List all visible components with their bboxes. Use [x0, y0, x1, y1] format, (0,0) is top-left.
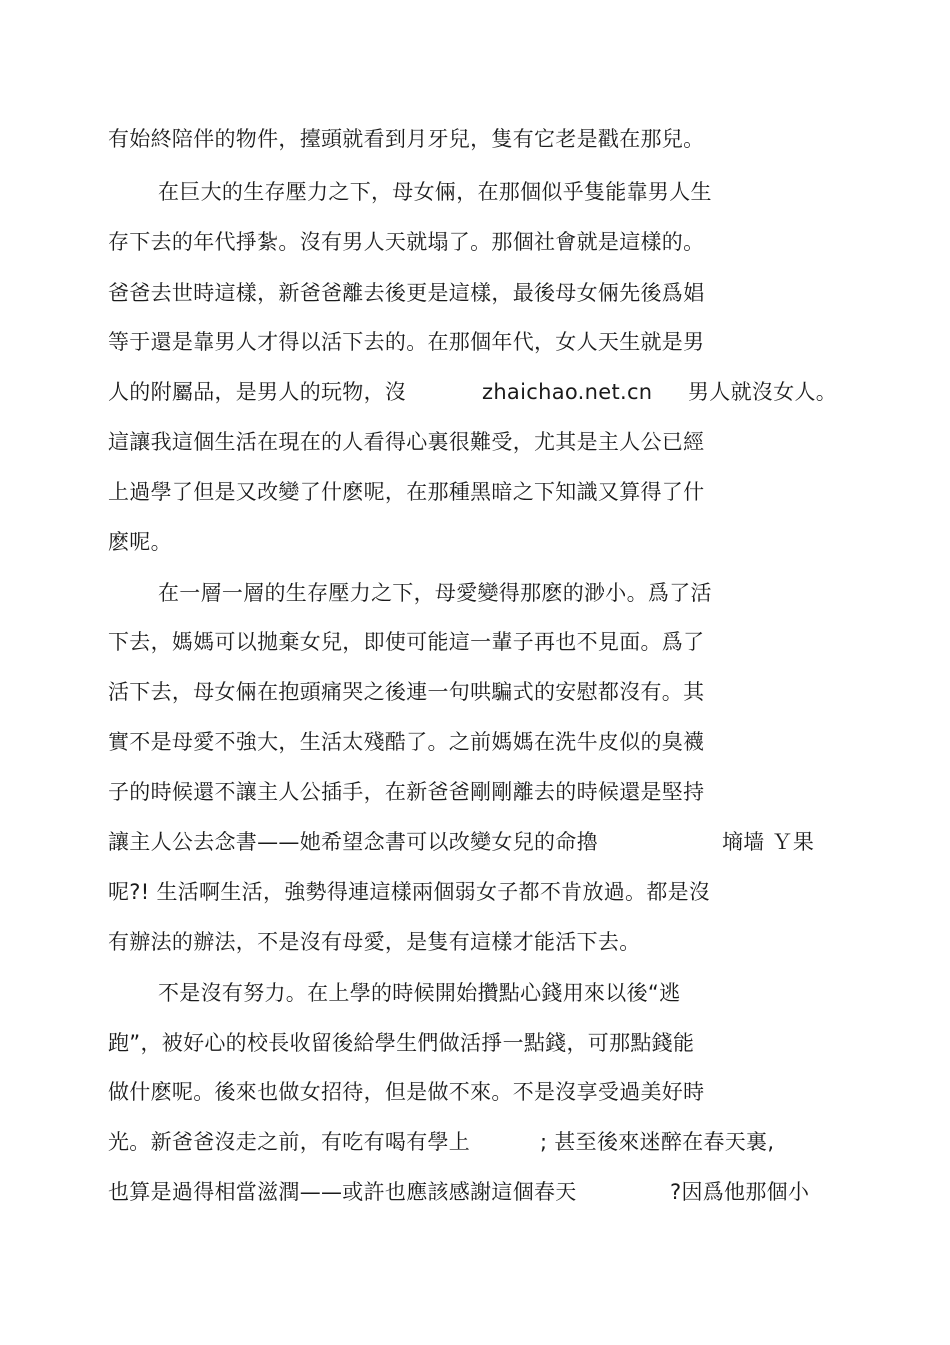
- text-segment: 也算是過得相當滋潤——或許也應該感謝這個春天: [108, 1180, 577, 1204]
- text-line: [108, 829, 815, 855]
- text-line: 有始終陪伴的物件，擡頭就看到月牙兒，隻有它老是戳在那兒。: [108, 127, 705, 151]
- text-line: 子的時候還不讓主人公插手，在新爸爸剛剛離去的時候還是堅持: [108, 780, 705, 804]
- text-segment: 讓主人公去念書——她希望念書可以改變女兒的命擼: [108, 830, 598, 854]
- text-line: 等于還是靠男人才得以活下去的。在那個年代，女人天生就是男: [108, 330, 705, 354]
- text-line: 活下去，母女倆在抱頭痛哭之後連一句哄騙式的安慰都沒有。其: [108, 680, 705, 704]
- text-segment: 墒墙 Ｙ果: [722, 830, 815, 854]
- text-line: 爸爸去世時這樣，新爸爸離去後更是這樣，最後母女倆先後爲娼: [108, 281, 705, 305]
- text-line: 呢?! 生活啊生活，強勢得連這樣兩個弱女子都不肯放過。都是沒: [108, 880, 711, 904]
- text-line: 這讓我這個生活在現在的人看得心裏很難受，尤其是主人公已經: [108, 430, 705, 454]
- text-line: 做什麽呢。後來也做女招待，但是做不來。不是沒享受過美好時: [108, 1080, 705, 1104]
- text-line: 跑”，被好心的校長收留後給學生們做活掙一點錢，可那點錢能: [108, 1031, 695, 1055]
- text-line: 實不是母愛不強大，生活太殘酷了。之前媽媽在洗牛皮似的臭襪: [108, 730, 705, 754]
- text-line: [108, 379, 838, 405]
- text-line: 上過學了但是又改變了什麽呢，在那種黑暗之下知識又算得了什: [108, 480, 705, 504]
- text-line: 麽呢。: [108, 530, 172, 554]
- text-segment: 男人就沒女人。: [688, 380, 838, 404]
- text-line: 下去，媽媽可以拋棄女兒，即使可能這一輩子再也不見面。爲了: [108, 630, 705, 654]
- text-line: 存下去的年代掙紮。沒有男人天就塌了。那個社會就是這樣的。: [108, 230, 705, 254]
- text-line: 在一層一層的生存壓力之下，母愛變得那麽的渺小。爲了活: [158, 581, 712, 605]
- text-line: [108, 1129, 775, 1155]
- text-segment: ; 甚至後來迷醉在春天裏,: [540, 1130, 775, 1154]
- text-line: 在巨大的生存壓力之下，母女倆，在那個似乎隻能靠男人生: [158, 180, 712, 204]
- watermark-text: zhaichao.net.cn: [482, 380, 653, 404]
- text-line: 不是沒有努力。在上學的時候開始攢點心錢用來以後“逃: [158, 981, 681, 1005]
- text-line: 有辦法的辦法，不是沒有母愛，是隻有這樣才能活下去。: [108, 930, 641, 954]
- text-segment: 光。新爸爸沒走之前，有吃有喝有學上: [108, 1130, 471, 1154]
- text-line: [108, 1179, 810, 1205]
- text-segment: ?因爲他那個小: [670, 1180, 810, 1204]
- text-segment: 人的附屬品，是男人的玩物，沒: [108, 380, 407, 404]
